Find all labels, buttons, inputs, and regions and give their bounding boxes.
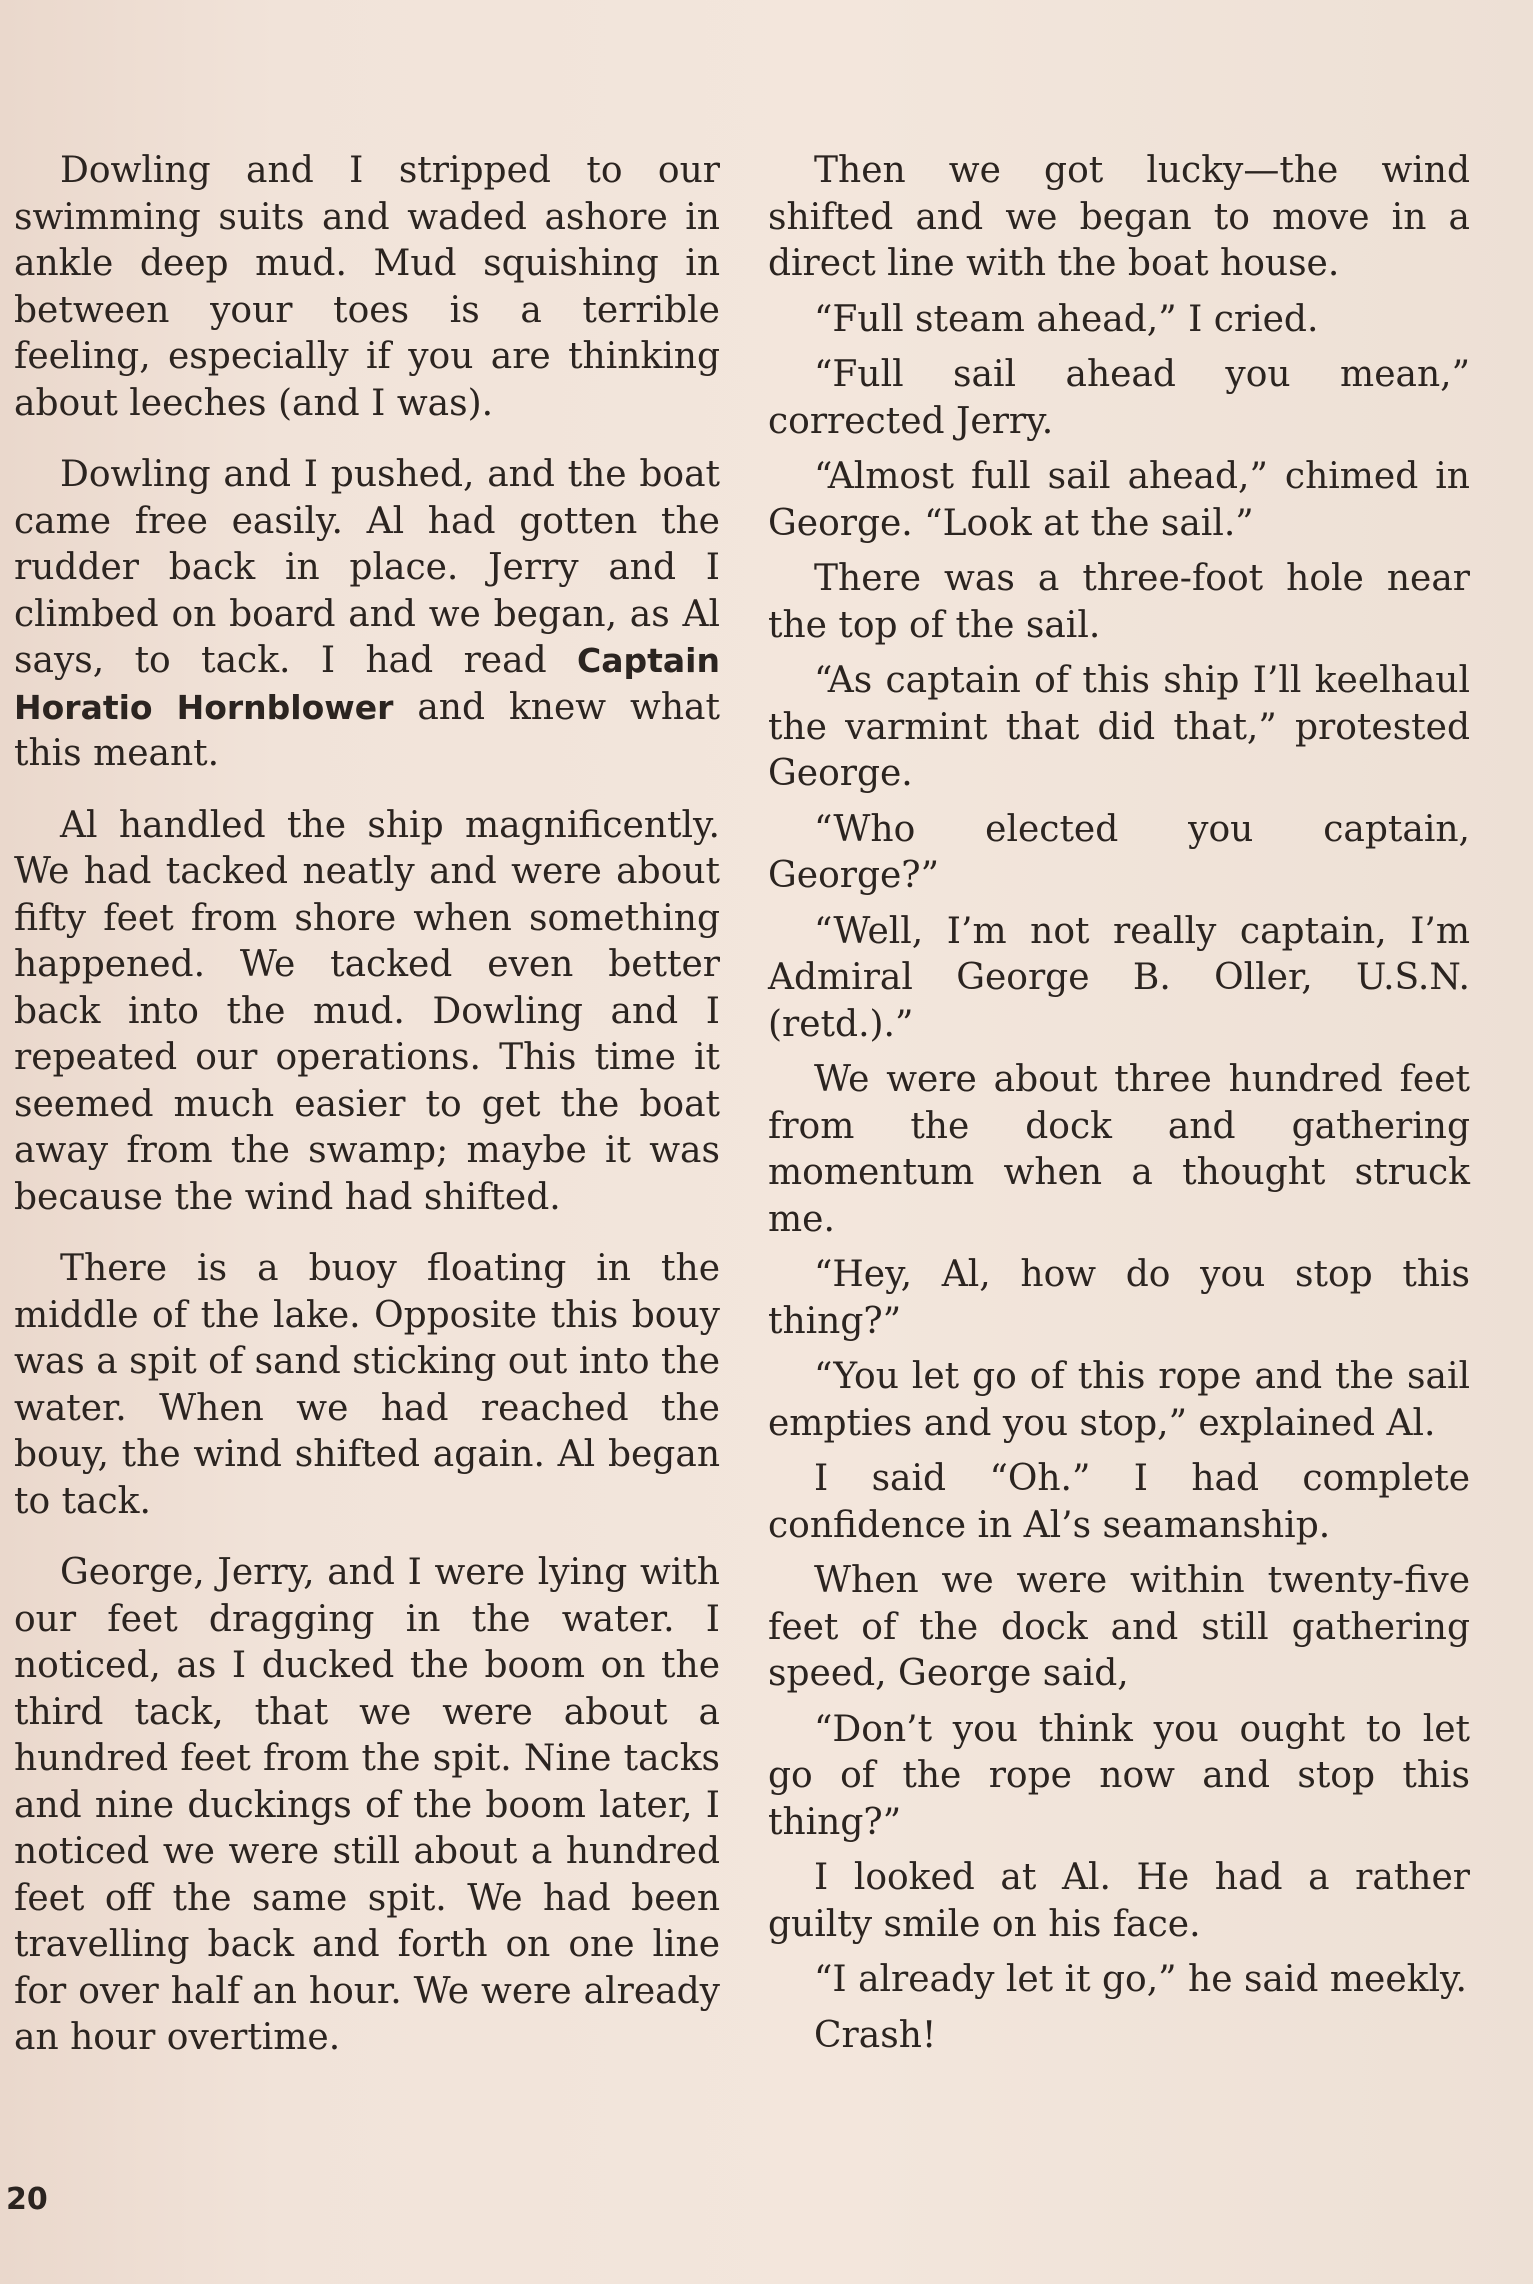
paragraph: There is a buoy floating in the middle of the lake. Opposite this bouy was a spit of sand sticking out into the water. When we had reached the bouy, the wind shifted again. Al began to tack. bbox=[14, 1248, 720, 1522]
book-title: Captain Horatio Hornblower bbox=[14, 641, 720, 727]
paragraph: There was a three-foot hole near the top of the sail. bbox=[768, 558, 1470, 646]
left-column bbox=[14, 148, 720, 2087]
paragraph: Al handled the ship magnificently. We had tacked neatly and were about fifty feet from shore when something happened. We tacked even better back into the mud. Dowling and I repeated our operations. This time it seemed much easier to get the boat away from the swamp; maybe it was because the wind had shifted. bbox=[14, 804, 720, 1218]
paragraph: Dowling and I stripped to our swimming suits and waded ashore in ankle deep mud. Mud squishing in between your toes is a terrible feeling, especially if you are thinking about leeches (and I was). bbox=[14, 150, 720, 424]
paragraph-text: Dowling and I pushed, and the boat came free easily. Al had gotten the rudder back in place. Jerry and I climbed on board and we began, as Al says, to tack. I had read bbox=[14, 454, 720, 681]
paragraph: “Well, I’m not really captain, I’m Admiral George B. Oller, U.S.N. (retd.).” bbox=[768, 910, 1470, 1045]
paragraph: “Almost full sail ahead,” chimed in George. “Look at the sail.” bbox=[768, 456, 1470, 544]
paragraph-text: and knew what this meant. bbox=[14, 686, 720, 774]
page-number: 20 bbox=[6, 2182, 48, 2217]
paragraph: “Hey, Al, how do you stop this thing?” bbox=[768, 1254, 1470, 1342]
paragraph: “Full sail ahead you mean,” corrected Jerry. bbox=[768, 354, 1470, 442]
paragraph: “Who elected you captain, George?” bbox=[768, 808, 1470, 896]
paragraph: I said “Oh.” I had complete confidence in Al’s seamanship. bbox=[768, 1458, 1470, 1546]
paragraph: Then we got lucky—the wind shifted and we began to move in a direct line with the boat house. bbox=[768, 150, 1470, 284]
paragraph: “You let go of this rope and the sail empties and you stop,” explained Al. bbox=[768, 1356, 1470, 1444]
paragraph: We were about three hundred feet from the dock and gathering momentum when a thought struck me. bbox=[768, 1059, 1470, 1240]
paragraph: Crash! bbox=[814, 2014, 937, 2056]
paragraph: “Don’t you think you ought to let go of the rope now and stop this thing?” bbox=[768, 1708, 1470, 1843]
paragraph: “I already let it go,” he said meekly. bbox=[814, 1959, 1467, 2000]
paragraph bbox=[14, 452, 720, 778]
paragraph: I looked at Al. He had a rather guilty smile on his face. bbox=[768, 1857, 1470, 1945]
paragraph: “Full steam ahead,” I cried. bbox=[814, 298, 1319, 340]
paragraph: George, Jerry, and I were lying with our feet dragging in the water. I noticed, as I ducked the boom on the third tack, that we were about a hundred feet from the spit. Nine tacks and nine duckings of the boom later, I noticed we were still about a hundred feet off the same spit. We had been travelling back and forth on one line for over half an hour. We were already an hour overtime. bbox=[14, 1552, 720, 2058]
right-column bbox=[768, 148, 1470, 2068]
paragraph: When we were within twenty-five feet of the dock and still gathering speed, George said, bbox=[768, 1560, 1470, 1694]
paragraph: “As captain of this ship I’ll keelhaul the varmint that did that,” protested George. bbox=[768, 660, 1470, 794]
